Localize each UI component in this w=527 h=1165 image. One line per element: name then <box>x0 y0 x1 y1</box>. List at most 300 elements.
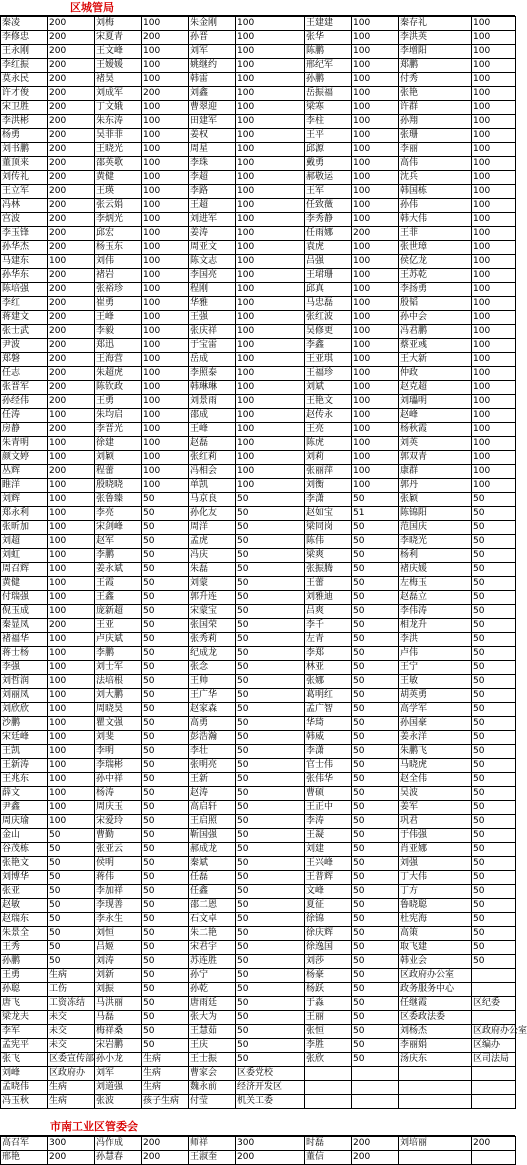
table-row <box>1 969 516 983</box>
table-row <box>1 633 516 647</box>
table-cell: 100 <box>472 101 516 115</box>
table-cell: 邢艳 <box>1 1151 48 1165</box>
table-cell: 宋岩鹏 <box>95 1039 142 1053</box>
table-cell: 王帅 <box>189 675 236 689</box>
table-cell: 100 <box>352 269 399 283</box>
table-cell: 50 <box>142 563 189 577</box>
table-cell: 100 <box>142 129 189 143</box>
table-cell: 张颖 <box>399 493 472 507</box>
table-cell: 李红振 <box>1 59 48 73</box>
table-cell: 100 <box>472 241 516 255</box>
table-cell: 刘杨杰 <box>399 1025 472 1039</box>
table-cell: 张艳文 <box>1 857 48 871</box>
table-cell: 100 <box>236 395 305 409</box>
table-cell: 郝成龙 <box>189 843 236 857</box>
table-row <box>1 549 516 563</box>
table-row <box>1 871 516 885</box>
table-cell: 李国亮 <box>189 269 236 283</box>
table-cell: 杨玉东 <box>95 241 142 255</box>
table-row <box>1 199 516 213</box>
table-cell: 孙乾 <box>189 983 236 997</box>
table-cell: 100 <box>472 339 516 353</box>
table-cell: 100 <box>352 115 399 129</box>
donation-table-2 <box>0 1136 516 1165</box>
table-cell: 戴勇 <box>305 157 352 171</box>
table-cell: 100 <box>142 269 189 283</box>
table-cell: 100 <box>472 17 516 31</box>
table-cell: 孙小龙 <box>95 1053 142 1067</box>
table-cell: 马忠磊 <box>305 297 352 311</box>
table-cell: 王福珍 <box>305 367 352 381</box>
table-cell: 100 <box>48 675 95 689</box>
table-cell: 瞿文强 <box>95 717 142 731</box>
table-cell: 200 <box>142 1137 189 1151</box>
table-cell: 赵峰 <box>399 409 472 423</box>
table-cell: 区委宣传部 <box>48 1053 95 1067</box>
table-cell: 100 <box>48 255 95 269</box>
table-cell: 马洪丽 <box>95 997 142 1011</box>
table-cell: 刘莉 <box>305 451 352 465</box>
table-cell: 50 <box>142 647 189 661</box>
table-cell: 200 <box>48 45 95 59</box>
table-row <box>1 507 516 521</box>
table-cell: 50 <box>472 885 516 899</box>
table-cell: 官士伟 <box>305 759 352 773</box>
table-cell: 100 <box>352 171 399 185</box>
table-cell: 200 <box>48 241 95 255</box>
table-cell: 50 <box>142 1011 189 1025</box>
table-cell: 王晓光 <box>95 143 142 157</box>
table-cell: 50 <box>236 969 305 983</box>
table-cell: 50 <box>142 815 189 829</box>
table-cell: 赵瑞东 <box>1 913 48 927</box>
table-cell: 50 <box>472 521 516 535</box>
table-cell: 冯庆 <box>189 549 236 563</box>
table-cell: 丁大伟 <box>399 871 472 885</box>
table-cell: 徐锦 <box>305 913 352 927</box>
table-cell: 王秀 <box>1 941 48 955</box>
table-cell: 50 <box>352 731 399 745</box>
table-cell: 100 <box>472 269 516 283</box>
table-cell: 张珊 <box>399 129 472 143</box>
table-cell: 陈伟 <box>305 535 352 549</box>
table-cell: 冯作成 <box>95 1137 142 1151</box>
table-row <box>1 1011 516 1025</box>
table-cell: 生病 <box>48 969 95 983</box>
table-cell: 区纪委 <box>472 997 516 1011</box>
table-cell: 50 <box>236 913 305 927</box>
table-cell: 100 <box>48 493 95 507</box>
table-cell: 睢洋 <box>1 479 48 493</box>
table-cell: 吴波 <box>399 787 472 801</box>
table-cell: 周星 <box>189 143 236 157</box>
table-cell: 50 <box>236 1039 305 1053</box>
table-cell: 200 <box>48 59 95 73</box>
table-cell: 100 <box>236 269 305 283</box>
table-cell: 50 <box>352 787 399 801</box>
table-cell: 李明 <box>95 745 142 759</box>
table-cell: 100 <box>472 185 516 199</box>
table-cell: 刘鑫 <box>189 87 236 101</box>
table-row <box>1 409 516 423</box>
table-cell: 褚庆媛 <box>399 563 472 577</box>
table-cell: 李千 <box>305 619 352 633</box>
table-row <box>1 297 516 311</box>
table-cell: 100 <box>48 605 95 619</box>
table-cell: 王永刚 <box>1 45 48 59</box>
table-cell: 50 <box>472 815 516 829</box>
table-cell: 李柱 <box>305 115 352 129</box>
table-cell: 100 <box>352 101 399 115</box>
table-cell: 郑鹏 <box>399 59 472 73</box>
table-cell: 50 <box>236 661 305 675</box>
table-cell: 50 <box>352 717 399 731</box>
table-row <box>1 353 516 367</box>
table-row <box>1 283 516 297</box>
table-cell: 马京良 <box>189 493 236 507</box>
table-cell: 50 <box>236 1053 305 1067</box>
table-cell: 300 <box>236 1137 305 1151</box>
table-cell: 王兴峰 <box>305 857 352 871</box>
table-cell: 赵如宝 <box>305 507 352 521</box>
table-cell: 50 <box>352 689 399 703</box>
table-cell: 100 <box>472 73 516 87</box>
table-cell: 50 <box>352 857 399 871</box>
table-cell: 100 <box>142 171 189 185</box>
table-row <box>1 437 516 451</box>
table-cell: 褚福华 <box>1 633 48 647</box>
table-cell: 李壮 <box>189 745 236 759</box>
table-cell: 王珺珊 <box>305 269 352 283</box>
table-cell: 50 <box>352 969 399 983</box>
table-cell: 50 <box>48 913 95 927</box>
table-row <box>1 171 516 185</box>
table-cell: 100 <box>48 759 95 773</box>
table-cell: 李照泰 <box>189 367 236 381</box>
table-cell: 时磊 <box>305 1137 352 1151</box>
table-cell: 取飞建 <box>399 941 472 955</box>
table-cell: 100 <box>142 241 189 255</box>
table-cell <box>305 1095 352 1109</box>
table-cell: 王嫒媛 <box>95 59 142 73</box>
table-cell: 100 <box>236 59 305 73</box>
table-cell: 郑永利 <box>1 507 48 521</box>
table-cell: 韩琳琳 <box>189 381 236 395</box>
table-cell: 李鹏 <box>95 549 142 563</box>
table-row <box>1 465 516 479</box>
table-cell: 刘峰 <box>1 1067 48 1081</box>
table-cell: 100 <box>142 101 189 115</box>
table-cell: 100 <box>352 409 399 423</box>
table-cell: 200 <box>48 339 95 353</box>
table-cell: 100 <box>142 213 189 227</box>
table-cell: 200 <box>142 87 189 101</box>
table-cell: 50 <box>352 927 399 941</box>
table-cell: 300 <box>48 1137 95 1151</box>
table-cell: 付瑞强 <box>1 591 48 605</box>
table-row <box>1 913 516 927</box>
table-cell: 50 <box>352 535 399 549</box>
table-cell: 刘进军 <box>189 213 236 227</box>
table-cell: 李胜 <box>305 1039 352 1053</box>
table-cell: 赵全伟 <box>399 773 472 787</box>
table-cell: 50 <box>48 899 95 913</box>
table-cell: 50 <box>352 1011 399 1025</box>
table-cell: 50 <box>352 633 399 647</box>
table-cell: 50 <box>142 717 189 731</box>
table-cell: 100 <box>236 423 305 437</box>
table-cell: 100 <box>352 87 399 101</box>
table-cell: 马磊 <box>95 1011 142 1025</box>
table-cell: 100 <box>236 465 305 479</box>
table-cell: 韩国栋 <box>399 185 472 199</box>
table-cell: 刘梅 <box>95 17 142 31</box>
table-cell: 姜永斌 <box>95 563 142 577</box>
table-cell: 区委党校 <box>236 1067 305 1081</box>
table-cell: 李秀静 <box>305 213 352 227</box>
table-cell: 政务服务中心 <box>399 983 472 997</box>
table-cell: 100 <box>236 451 305 465</box>
table-cell: 殷晓晓 <box>95 479 142 493</box>
table-cell: 李晓光 <box>399 535 472 549</box>
table-cell: 刘培丽 <box>399 1137 472 1151</box>
table-cell: 100 <box>236 17 305 31</box>
table-cell: 50 <box>472 577 516 591</box>
table-cell: 刘士军 <box>95 661 142 675</box>
table-cell: 100 <box>48 815 95 829</box>
table-cell: 刘雅迪 <box>305 591 352 605</box>
table-row <box>1 885 516 899</box>
table-cell: 100 <box>142 45 189 59</box>
table-cell: 李加祥 <box>95 885 142 899</box>
table-cell: 50 <box>236 787 305 801</box>
table-cell: 100 <box>352 367 399 381</box>
table-cell: 高学军 <box>399 703 472 717</box>
table-cell: 50 <box>48 955 95 969</box>
table-cell <box>399 1081 472 1095</box>
table-cell: 朱鹏飞 <box>399 745 472 759</box>
table-cell: 梁同岗 <box>305 521 352 535</box>
table-cell: 50 <box>352 815 399 829</box>
table-cell: 50 <box>352 773 399 787</box>
table-cell: 100 <box>236 157 305 171</box>
table-cell: 100 <box>472 367 516 381</box>
table-cell: 李潇 <box>305 493 352 507</box>
table-cell: 张娜 <box>305 675 352 689</box>
table-cell: 任涛 <box>1 409 48 423</box>
table-cell: 100 <box>352 213 399 227</box>
table-cell: 50 <box>236 1025 305 1039</box>
table-cell: 曹家会 <box>189 1067 236 1081</box>
table-cell: 李现善 <box>95 899 142 913</box>
table-cell: 工资冻结 <box>48 997 95 1011</box>
table-cell: 50 <box>142 857 189 871</box>
table-cell: 刘军 <box>95 1067 142 1081</box>
table-cell: 区政府办 <box>48 1067 95 1081</box>
table-cell: 岳成 <box>189 353 236 367</box>
table-cell: 50 <box>48 927 95 941</box>
table-cell: 50 <box>142 885 189 899</box>
table-row <box>1 745 516 759</box>
table-cell: 葛明红 <box>305 689 352 703</box>
table-cell <box>472 1081 516 1095</box>
table-row <box>1 269 516 283</box>
table-cell: 金山 <box>1 829 48 843</box>
table-cell: 张亚 <box>1 885 48 899</box>
table-cell: 李丽 <box>399 143 472 157</box>
table-cell: 汤庆东 <box>399 1053 472 1067</box>
table-cell: 50 <box>236 843 305 857</box>
table-row <box>1 521 516 535</box>
table-cell: 100 <box>472 31 516 45</box>
table-cell: 孙经伟 <box>1 395 48 409</box>
table-cell: 刘虹 <box>1 549 48 563</box>
table-cell: 100 <box>352 311 399 325</box>
table-cell: 张世璋 <box>399 241 472 255</box>
table-cell: 赵克超 <box>399 381 472 395</box>
table-cell: 50 <box>472 843 516 857</box>
table-cell: 50 <box>236 955 305 969</box>
table-cell: 宋廷峰 <box>1 731 48 745</box>
table-cell: 刘英 <box>399 437 472 451</box>
table-cell: 孙晋 <box>189 31 236 45</box>
table-cell: 100 <box>48 773 95 787</box>
table-cell: 100 <box>142 311 189 325</box>
table-cell: 任继霞 <box>399 997 472 1011</box>
table-cell: 100 <box>48 451 95 465</box>
table-cell: 左梅玉 <box>399 577 472 591</box>
table-cell: 100 <box>48 591 95 605</box>
table-cell: 沙鹏 <box>1 717 48 731</box>
table-cell: 邵二恩 <box>189 899 236 913</box>
table-cell: 50 <box>142 549 189 563</box>
table-cell: 50 <box>472 731 516 745</box>
table-cell: 50 <box>352 577 399 591</box>
table-cell: 李增阳 <box>399 45 472 59</box>
table-cell: 李郑 <box>305 647 352 661</box>
table-cell: 50 <box>352 605 399 619</box>
table-cell: 刘道强 <box>95 1081 142 1095</box>
table-cell: 谷茂栋 <box>1 843 48 857</box>
table-cell: 100 <box>472 143 516 157</box>
table-cell: 50 <box>142 703 189 717</box>
table-cell: 刘强 <box>399 857 472 871</box>
table-cell: 韩威 <box>305 731 352 745</box>
table-cell: 200 <box>472 1137 516 1151</box>
table-cell: 100 <box>472 213 516 227</box>
table-cell: 王峰 <box>95 311 142 325</box>
table-row <box>1 311 516 325</box>
table-cell: 50 <box>142 941 189 955</box>
table-cell: 姜永洋 <box>399 731 472 745</box>
table-cell: 于伟强 <box>399 829 472 843</box>
table-cell: 100 <box>352 31 399 45</box>
table-cell: 赵磊 <box>189 437 236 451</box>
table-cell: 50 <box>142 955 189 969</box>
table-cell: 100 <box>472 157 516 171</box>
table-cell: 王平 <box>305 129 352 143</box>
table-cell: 100 <box>472 325 516 339</box>
table-cell: 100 <box>472 353 516 367</box>
table-cell: 王淑奎 <box>189 1151 236 1165</box>
table-cell: 相龙升 <box>399 619 472 633</box>
table-cell: 100 <box>142 297 189 311</box>
table-cell: 100 <box>352 59 399 73</box>
table-cell: 马晓虎 <box>399 759 472 773</box>
table-cell: 曹翠迎 <box>189 101 236 115</box>
table-cell: 褚岩 <box>95 269 142 283</box>
table-cell: 100 <box>48 521 95 535</box>
table-cell: 孙中会 <box>399 311 472 325</box>
table-cell: 50 <box>142 731 189 745</box>
table-cell: 100 <box>142 59 189 73</box>
table-cell: 100 <box>48 549 95 563</box>
table-cell: 区司法局 <box>472 1053 516 1067</box>
table-cell: 张念 <box>189 661 236 675</box>
table-cell: 刘颖 <box>95 451 142 465</box>
table-cell: 100 <box>352 353 399 367</box>
table-row <box>1 689 516 703</box>
table-cell: 刘成军 <box>95 87 142 101</box>
table-cell: 50 <box>472 955 516 969</box>
table-cell: 100 <box>236 479 305 493</box>
table-cell: 王宁 <box>399 661 472 675</box>
table-cell: 李超 <box>189 171 236 185</box>
table-cell: 100 <box>236 213 305 227</box>
table-cell: 50 <box>142 605 189 619</box>
table-cell: 200 <box>48 87 95 101</box>
table-cell: 100 <box>142 367 189 381</box>
table-cell: 50 <box>236 997 305 1011</box>
table-cell: 200 <box>48 325 95 339</box>
table-cell: 50 <box>142 661 189 675</box>
table-cell: 巩君 <box>399 815 472 829</box>
table-cell: 冯相会 <box>189 465 236 479</box>
table-cell <box>352 1095 399 1109</box>
table-cell: 刘建 <box>305 843 352 857</box>
table-cell: 刘蒙 <box>189 577 236 591</box>
table-cell: 石文卓 <box>189 913 236 927</box>
table-cell: 刘欣欣 <box>1 703 48 717</box>
table-cell: 100 <box>352 297 399 311</box>
table-cell: 50 <box>472 647 516 661</box>
table-cell: 肖亚娜 <box>399 843 472 857</box>
table-cell: 朱二艳 <box>189 927 236 941</box>
table-cell: 王勇 <box>95 395 142 409</box>
table-cell: 100 <box>142 255 189 269</box>
table-cell: 林亚 <box>305 661 352 675</box>
table-row <box>1 955 516 969</box>
table-cell: 50 <box>352 843 399 857</box>
donation-table-1 <box>0 16 527 1109</box>
table-cell: 100 <box>472 227 516 241</box>
table-cell: 孙鹏 <box>305 73 352 87</box>
table-cell: 夏征 <box>305 899 352 913</box>
table-cell: 50 <box>352 745 399 759</box>
table-cell: 朱均启 <box>95 409 142 423</box>
table-row <box>1 241 516 255</box>
table-cell: 50 <box>352 759 399 773</box>
table-cell: 刘哲润 <box>1 675 48 689</box>
table-cell: 200 <box>48 367 95 381</box>
table-cell: 50 <box>236 983 305 997</box>
table-cell: 王广华 <box>189 689 236 703</box>
table-cell: 50 <box>352 997 399 1011</box>
table-row <box>1 899 516 913</box>
table-cell: 董信 <box>305 1151 352 1165</box>
table-cell: 100 <box>236 171 305 185</box>
table-cell: 100 <box>48 409 95 423</box>
